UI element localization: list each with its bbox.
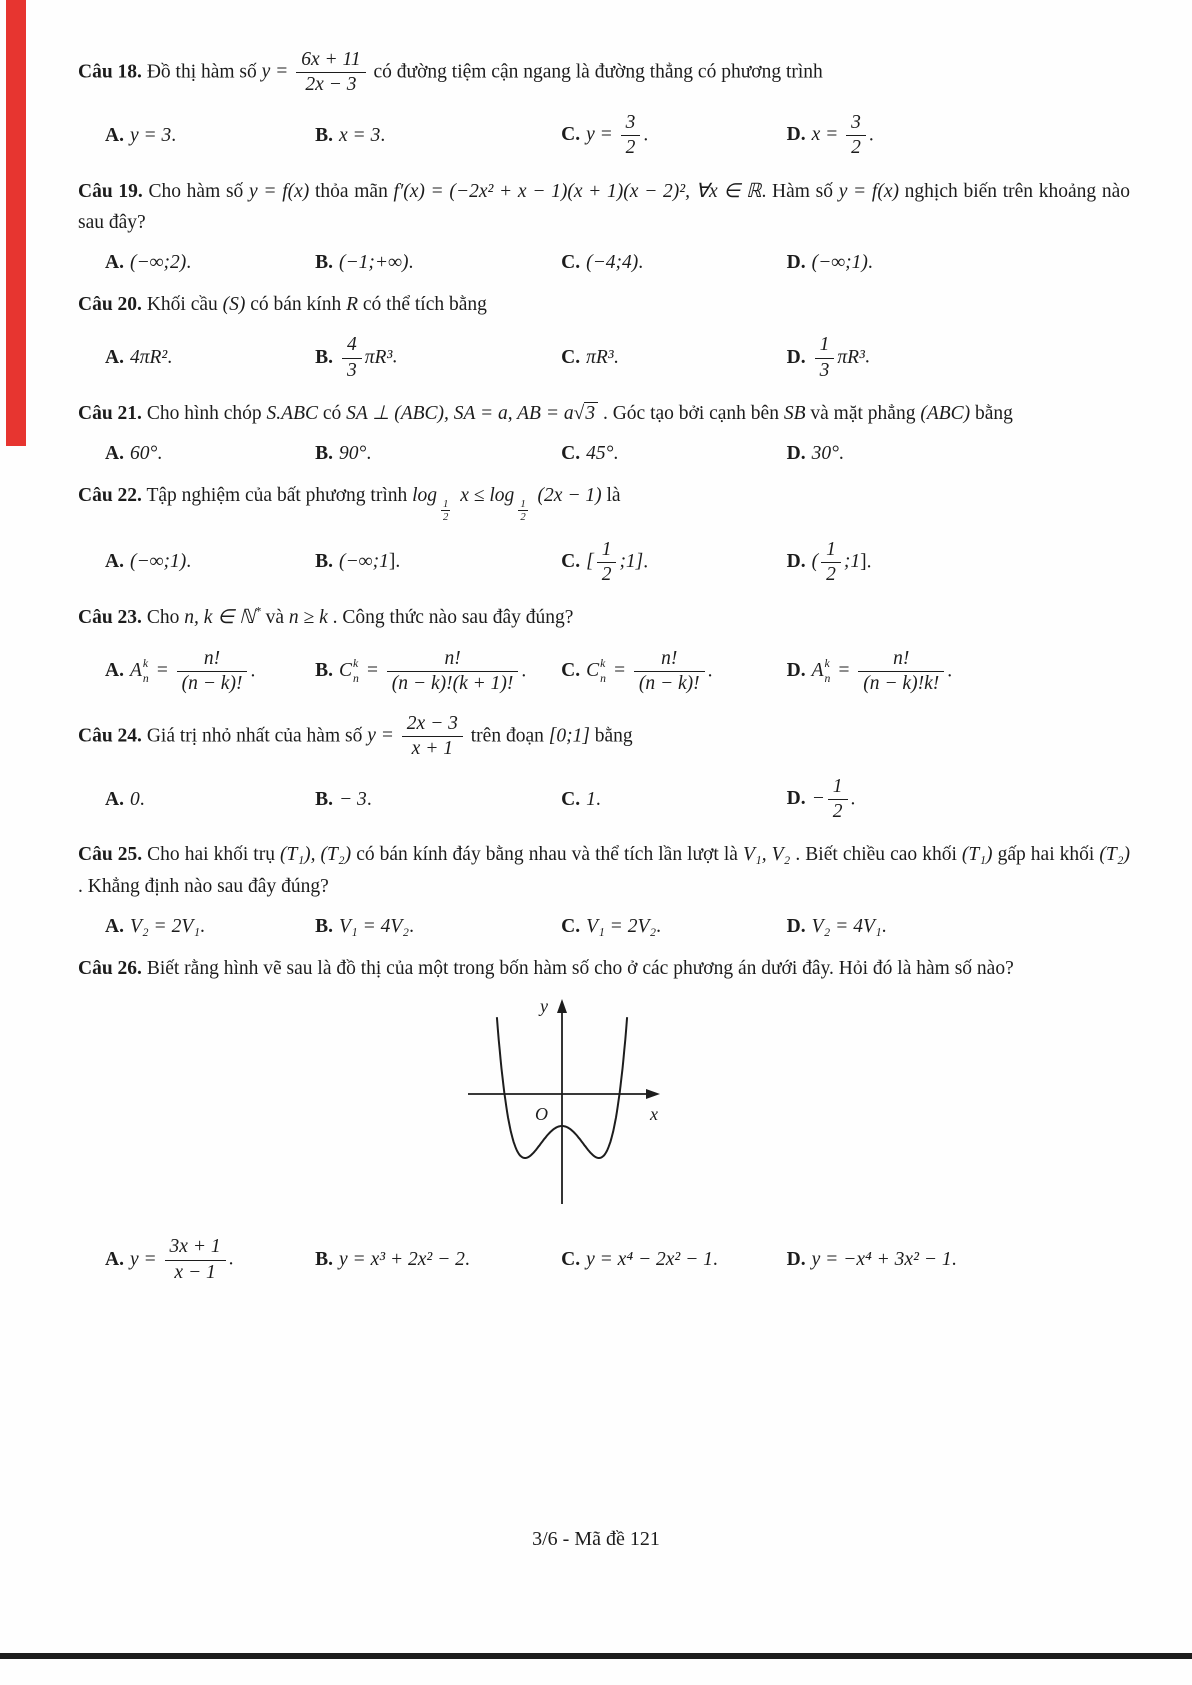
math-expression: y = x³ + 2x² − 2 (339, 1249, 465, 1271)
page-footer (0, 1528, 1192, 1551)
question-text: Câu 23. Cho n, k ∈ ℕ* và n ≥ k . Công thức nào sau đây đúng? (78, 604, 574, 629)
fraction-denominator: 2 (832, 801, 843, 823)
fraction-numerator: n! (387, 648, 519, 672)
option-text: V₂ = 4V₁. (811, 915, 887, 937)
option-letter: D. (786, 124, 806, 146)
fraction-denominator: 2 (601, 563, 612, 585)
answer-options-row (78, 1235, 1130, 1285)
option-letter: B. (315, 124, 334, 146)
fraction (828, 776, 848, 824)
question-text: Câu 21. Cho hình chóp S.ABC có SA ⊥ (ABC), SA = a, AB = a√3 . Góc tạo bởi cạnh bên SB và mặt phẳng (ABC) bằng (78, 403, 1013, 425)
option-text: C k n = $\frac{n!}{(n - k)!(k + 1)!}$ . (339, 647, 527, 695)
question-text: Câu 19. Cho hàm số y = f(x) thỏa mãn f′(x) = (−2x² + x − 1)(x + 1)(x − 2)², ∀x ∈ ℝ. Hàm số y = f(x) nghịch biến trên khoảng nào sau đây? (78, 180, 1131, 234)
math-expression: V₂ = 4V₁ (811, 915, 882, 937)
y-axis-arrow (557, 999, 567, 1013)
fraction-numerator: 2x − 3 (402, 713, 463, 737)
option-25B (315, 916, 561, 938)
math-expression: y = f(x) (838, 180, 899, 202)
option-24D (787, 775, 1130, 825)
option-letter: B. (315, 251, 334, 273)
math-expression: y = −x⁴ + 3x² − 1 (811, 1249, 952, 1271)
option-text: $\frac{1}{3}$ πR³. (812, 347, 870, 368)
math-expression: V₁ = 4V₂ (339, 915, 410, 937)
option-20B (315, 333, 561, 383)
option-19C (561, 252, 787, 274)
question-22 (78, 480, 1130, 588)
page-bottom-rule (0, 1653, 1192, 1659)
fraction-denominator: 3 (347, 359, 357, 381)
math-expression: x = 3 (339, 124, 381, 146)
option-25A (105, 916, 315, 938)
option-letter: B. (315, 788, 334, 810)
option-text: 45°. (586, 442, 619, 464)
fraction-denominator: 2 (520, 511, 526, 524)
math-expression: y = 3 (129, 124, 172, 146)
subscript: n (353, 671, 359, 685)
option-text: $\frac{4}{3}$ πR³. (339, 347, 397, 368)
math-expression: y = $\frac{6x + 11}{2x - 3}$ (262, 61, 369, 82)
fraction (634, 648, 705, 696)
option-letter: A. (105, 788, 124, 810)
math-expression: y = f(x) (249, 180, 310, 202)
math-expression: (T₁) (961, 844, 993, 866)
fraction-numerator: n! (858, 648, 944, 672)
option-text: y = $\frac{3x + 1}{x - 1}$ . (129, 1236, 234, 1283)
option-letter: B. (315, 346, 334, 368)
option-letter: A. (105, 124, 124, 146)
question-number-label: Câu 19. (78, 180, 143, 202)
option-text: x = 3. (339, 124, 386, 146)
fraction (815, 334, 835, 382)
option-19D (787, 252, 1130, 274)
math-expression: A k n = $\frac{n!}{(n - k)!k!}$ (812, 660, 948, 681)
math-expression: 60° (129, 442, 158, 464)
question-number-label: Câu 25. (78, 844, 143, 866)
subscript: n (142, 671, 149, 685)
math-expression: (−4;4) (586, 251, 639, 273)
option-text: y = x⁴ − 2x² − 1. (586, 1249, 718, 1271)
math-expression: (ABC) (920, 403, 971, 425)
option-24B (315, 789, 561, 811)
option-letter: C. (561, 550, 581, 572)
x-axis-arrow (646, 1089, 660, 1099)
option-text: y = $\frac{3}{2}$ . (586, 111, 649, 159)
fraction (342, 334, 362, 382)
sup-sub-stack (600, 657, 606, 686)
question-19 (78, 176, 1130, 274)
option-text: (−∞;1]. (339, 551, 401, 573)
superscript: k (824, 657, 830, 671)
option-text: 0. (129, 788, 145, 810)
option-text: (−∞;1). (129, 551, 192, 573)
option-letter: D. (786, 915, 806, 937)
option-text: − 3. (339, 788, 372, 810)
superscript: k (142, 657, 149, 671)
fraction (177, 648, 248, 696)
answer-options-row (78, 252, 1130, 274)
option-21D (787, 443, 1130, 465)
question-figure (394, 992, 724, 1222)
fraction-denominator: 2 (851, 137, 861, 159)
fraction-numerator: 3 (621, 112, 641, 136)
y-axis-label: y (540, 996, 548, 1017)
fraction-denominator: (n − k)! (181, 673, 243, 695)
fraction-denominator: 2 (625, 137, 636, 159)
option-text: x = $\frac{3}{2}$ . (811, 111, 874, 159)
fraction-numerator: 1 (520, 497, 526, 510)
option-text: (−∞;1). (811, 251, 873, 273)
option-letter: C. (561, 251, 581, 273)
option-text: V₂ = 2V₁. (129, 915, 205, 937)
math-expression: 30° (811, 442, 839, 464)
option-text: (−∞;2). (129, 251, 192, 273)
fraction (402, 713, 463, 761)
option-text: (−4;4). (586, 251, 644, 273)
math-expression: (T₁), (T₂) (280, 844, 352, 866)
option-22A (105, 551, 315, 573)
math-expression: − 3 (339, 788, 367, 810)
math-expression: − $\frac{1}{2}$ (812, 788, 851, 809)
option-21C (561, 443, 787, 465)
question-number-label: Câu 18. (78, 61, 142, 83)
superscript: k (353, 657, 359, 671)
answer-options-row (78, 647, 1130, 697)
question-18 (78, 48, 1130, 161)
math-expression: SA ⊥ (ABC), SA = a, AB = a√3 (346, 402, 598, 424)
option-text: y = 3. (129, 124, 177, 146)
math-expression: C k n = $\frac{n!}{(n - k)!(k + 1)!}$ (339, 660, 521, 681)
option-text: 4πR². (129, 347, 173, 369)
option-19B (315, 252, 561, 274)
fraction-numerator: 3x + 1 (165, 1236, 226, 1260)
sup-sub-stack (825, 657, 831, 686)
option-20C (561, 347, 787, 369)
math-expression: n ≥ k (288, 607, 328, 629)
option-text: A k n = $\frac{n!}{(n - k)!}$ . (129, 647, 256, 695)
math-expression: 45° (586, 442, 614, 464)
option-text: 60°. (129, 442, 163, 464)
answer-options-row (78, 775, 1130, 825)
math-expression: $\frac{1}{3}$ πR³ (812, 347, 865, 368)
math-expression: (−∞;2) (129, 251, 187, 273)
question-24 (78, 712, 1130, 825)
option-26B (315, 1249, 561, 1271)
option-26C (561, 1249, 787, 1271)
math-expression: log $\frac{1}{2}$ x ≤ log $\frac{1}{2}$ (2x − 1) (412, 484, 602, 524)
fraction-denominator: (n − k)! (638, 673, 700, 695)
option-letter: C. (561, 915, 581, 937)
subscript: n (600, 671, 606, 685)
fraction-denominator: (n − k)!(k + 1)! (391, 673, 514, 695)
math-expression: C k n = $\frac{n!}{(n - k)!}$ (586, 660, 708, 681)
option-23A (105, 647, 315, 697)
option-letter: C. (561, 442, 581, 464)
option-24A (105, 789, 315, 811)
math-expression: (−1;+∞) (339, 251, 409, 273)
option-21A (105, 443, 315, 465)
question-number-label: Câu 23. (78, 607, 142, 629)
fraction-numerator: 4 (342, 334, 362, 358)
answer-options-row (78, 538, 1130, 588)
option-letter: C. (561, 660, 581, 682)
option-text: [ $\frac{1}{2}$ ;1]. (586, 538, 649, 585)
option-23C (561, 647, 787, 697)
math-expression: $\frac{4}{3}$ πR³ (339, 347, 392, 368)
fraction (846, 112, 866, 160)
option-text: y = x³ + 2x² − 2. (339, 1249, 470, 1271)
option-letter: B. (315, 551, 334, 573)
option-text: V₁ = 4V₂. (339, 915, 414, 937)
option-letter: B. (315, 660, 334, 682)
math-expression: V₁, V₂ (743, 844, 791, 866)
option-letter: A. (105, 251, 124, 273)
question-text: Câu 20. Khối cầu (S) có bán kính R có thể tích bằng (78, 293, 487, 315)
answer-options-row (78, 111, 1130, 161)
option-18A (105, 125, 315, 147)
question-number-label: Câu 26. (78, 957, 142, 979)
option-letter: D. (786, 251, 806, 273)
math-expression: S.ABC (266, 403, 318, 425)
math-expression: πR³ (586, 347, 614, 369)
answer-options-row (78, 333, 1130, 383)
fraction-denominator: 2 (826, 563, 836, 585)
option-letter: C. (561, 347, 581, 369)
fraction-denominator: 2 (443, 511, 449, 524)
square-root (574, 402, 598, 424)
question-26 (78, 953, 1130, 1285)
sup-sub-stack (353, 657, 359, 686)
math-expression: ( $\frac{1}{2}$ ;1 (811, 538, 861, 585)
radical-sign: √ (573, 403, 585, 425)
red-margin-mark (6, 0, 26, 446)
fraction (821, 539, 841, 587)
math-expression: x = $\frac{3}{2}$ (812, 124, 869, 145)
fraction-numerator: 1 (821, 539, 841, 563)
math-expression: (S) (222, 293, 246, 315)
fraction-numerator: n! (177, 648, 248, 672)
fraction-numerator: n! (634, 648, 705, 672)
option-letter: D. (786, 788, 806, 810)
x-axis-label: x (650, 1104, 658, 1125)
math-expression: A k n = $\frac{n!}{(n - k)!}$ (130, 660, 250, 681)
question-number-label: Câu 22. (78, 484, 142, 506)
question-25 (78, 839, 1130, 937)
fraction-denominator: x + 1 (411, 738, 453, 760)
option-letter: D. (786, 346, 806, 368)
question-number-label: Câu 24. (78, 725, 142, 747)
option-text: πR³. (586, 347, 619, 369)
answer-options-row (78, 916, 1130, 938)
option-letter: C. (561, 788, 581, 810)
fraction-numerator: 3 (846, 112, 866, 136)
math-expression: n, k ∈ ℕ* (184, 604, 261, 629)
option-letter: C. (561, 1249, 581, 1271)
fraction-numerator: 1 (443, 497, 449, 510)
option-letter: A. (105, 915, 124, 937)
option-letter: B. (315, 442, 334, 464)
fraction-denominator: (n − k)!k! (863, 673, 940, 695)
math-expression: V₂ = 2V₁ (129, 915, 201, 937)
option-text: A k n = $\frac{n!}{(n - k)!k!}$ . (811, 647, 953, 695)
fraction-denominator: 3 (819, 359, 830, 381)
math-expression: y = x⁴ − 2x² − 1 (586, 1249, 713, 1271)
fraction (296, 49, 365, 97)
fraction (597, 539, 617, 587)
option-24C (561, 789, 787, 811)
superscript: k (600, 657, 606, 671)
option-22D (787, 538, 1130, 588)
answer-options-row (78, 443, 1130, 465)
footer-text: 3/6 - Mã đề 121 (532, 1528, 660, 1550)
option-letter: A. (105, 1248, 124, 1270)
option-19A (105, 252, 315, 274)
option-text: 30°. (811, 442, 844, 464)
math-expression: V₁ = 2V₂ (586, 915, 657, 937)
option-letter: B. (315, 915, 334, 937)
math-expression: y = $\frac{2x - 3}{x + 1}$ (367, 725, 466, 746)
fraction (518, 498, 527, 524)
math-expression: y = $\frac{3}{2}$ (586, 124, 643, 145)
option-25C (561, 916, 787, 938)
subscript: n (824, 671, 831, 685)
option-18B (315, 125, 561, 147)
fraction-numerator: 6x + 11 (296, 49, 365, 73)
math-expression: R (346, 293, 359, 315)
math-expression: 0 (129, 788, 140, 810)
fraction (441, 498, 450, 524)
question-20 (78, 289, 1130, 383)
option-20D (787, 333, 1130, 383)
option-25D (787, 916, 1130, 938)
math-expression: 90° (339, 442, 367, 464)
option-18C (561, 111, 787, 161)
question-text: Câu 25. Cho hai khối trụ (T₁), (T₂) có bán kính đáy bằng nhau và thể tích lần lượt là V₁, V₂ . Biết chiều cao khối (T₁) gấp hai khối (T₂) . Khẳng định nào sau đây đúng? (78, 844, 1130, 898)
option-23B (315, 647, 561, 697)
option-text: ( $\frac{1}{2}$ ;1]. (811, 538, 872, 585)
option-21B (315, 443, 561, 465)
option-letter: C. (561, 124, 581, 146)
math-expression: [ $\frac{1}{2}$ ;1] (586, 538, 644, 585)
math-expression: (−∞;1 (339, 551, 389, 573)
fraction (858, 648, 944, 696)
option-text: − $\frac{1}{2}$ . (811, 775, 856, 823)
option-letter: A. (105, 442, 124, 464)
option-letter: A. (105, 660, 124, 682)
option-letter: D. (786, 442, 806, 464)
option-letter: D. (786, 660, 806, 682)
question-text: Câu 22. Tập nghiệm của bất phương trình log $\frac{1}{2}$ x ≤ log $\frac{1}{2}$ (2x − 1) là (78, 484, 621, 524)
option-23D (787, 647, 1130, 697)
option-text: 1. (586, 788, 601, 810)
option-20A (105, 347, 315, 369)
subscript (515, 497, 530, 525)
math-expression: f′(x) = (−2x² + x − 1)(x + 1)(x − 2)², ∀x ∈ ℝ (393, 180, 762, 202)
math-expression: (−∞;1) (811, 251, 868, 273)
sup-sub-stack (143, 657, 149, 686)
math-expression: y = $\frac{3x + 1}{x - 1}$ (130, 1249, 229, 1270)
question-text: Câu 18. Đồ thị hàm số y = $\frac{6x + 11}{2x - 3}$ có đường tiệm cận ngang là đường thẳng có phương trình (78, 49, 823, 96)
option-text: C k n = $\frac{n!}{(n - k)!}$ . (586, 647, 713, 695)
option-text: y = −x⁴ + 3x² − 1. (811, 1249, 957, 1271)
origin-label: O (535, 1104, 548, 1125)
radicand: 3 (584, 402, 598, 424)
question-text: Câu 26. Biết rằng hình vẽ sau là đồ thị của một trong bốn hàm số cho ở các phương án dưới đây. Hỏi đó là hàm số nào? (78, 957, 1014, 979)
questions-container (78, 48, 1130, 1300)
fraction-numerator: 1 (828, 776, 848, 800)
option-letter: D. (786, 1249, 806, 1271)
question-23 (78, 602, 1130, 696)
option-letter: D. (786, 550, 806, 572)
fraction (387, 648, 519, 696)
option-18D (787, 111, 1130, 161)
superscript: * (254, 604, 261, 619)
fraction (621, 112, 641, 160)
option-letter: B. (315, 1249, 334, 1271)
math-expression: 1 (586, 788, 596, 810)
fraction-denominator: 2x − 3 (305, 74, 357, 96)
option-text: (−1;+∞). (339, 251, 414, 273)
option-letter: A. (105, 347, 124, 369)
question-21 (78, 398, 1130, 465)
fraction-numerator: 1 (597, 539, 617, 563)
subscript (438, 497, 453, 525)
fraction-denominator: x − 1 (174, 1261, 216, 1283)
math-expression: 4πR² (129, 347, 168, 369)
option-text: 90°. (339, 442, 372, 464)
math-expression: [0;1] (548, 725, 590, 747)
option-22B (315, 551, 561, 573)
question-number-label: Câu 21. (78, 403, 142, 425)
math-expression: SB (783, 403, 806, 425)
question-text: Câu 24. Giá trị nhỏ nhất của hàm số y = $\frac{2x - 3}{x + 1}$ trên đoạn [0;1] bằng (78, 712, 633, 760)
question-number-label: Câu 20. (78, 293, 142, 315)
math-expression: (−∞;1) (129, 551, 187, 573)
option-22C (561, 538, 787, 588)
fraction (165, 1236, 226, 1284)
function-graph (394, 992, 724, 1222)
math-expression: (T₂) (1099, 844, 1130, 866)
option-26A (105, 1235, 315, 1285)
option-text: V₁ = 2V₂. (586, 915, 662, 937)
option-26D (787, 1249, 1130, 1271)
fraction-numerator: 1 (815, 334, 835, 358)
option-letter: A. (105, 551, 124, 573)
